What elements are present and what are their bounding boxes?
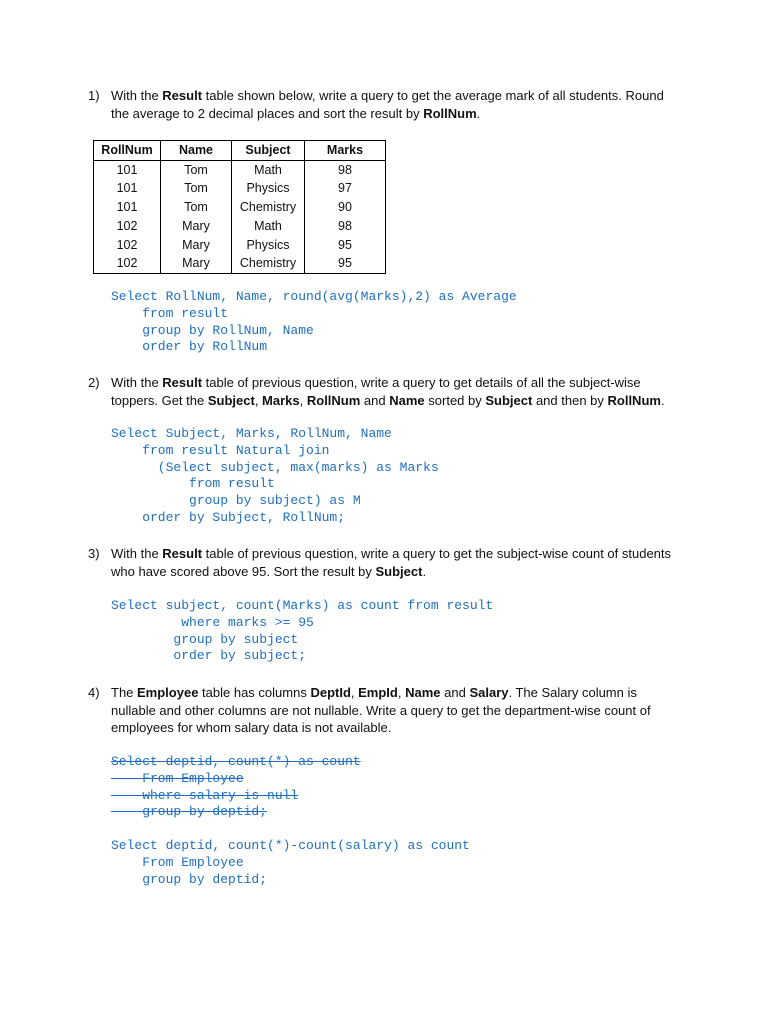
- code-line: [111, 648, 493, 665]
- table-cell: Mary: [161, 217, 232, 236]
- bold-term: RollNum: [423, 105, 477, 121]
- code-line: [111, 838, 470, 855]
- text-run: ,: [397, 685, 406, 700]
- code-text: from result Natural join: [111, 442, 330, 458]
- column-header: Name: [161, 141, 232, 161]
- code-text: Select Subject, Marks, RollNum, Name: [111, 426, 392, 441]
- code-line: [111, 788, 361, 805]
- question-text: [111, 87, 678, 122]
- code-line: [111, 476, 439, 493]
- code-line: [111, 855, 470, 872]
- bold-term: DeptId: [310, 685, 351, 700]
- text-run: With the: [111, 88, 163, 103]
- question-number: 3): [88, 546, 100, 561]
- text-run: and: [360, 392, 390, 408]
- table-cell: Tom: [161, 179, 232, 198]
- table-row: [94, 236, 386, 255]
- text-run: .: [660, 392, 665, 408]
- code-line: [111, 493, 439, 510]
- question-text: [111, 374, 678, 409]
- code-text: order by subject;: [111, 648, 307, 664]
- code-text: from result: [111, 476, 275, 492]
- table-cell: 98: [305, 160, 386, 179]
- table-row: [94, 254, 386, 273]
- code-text: group by subject) as M: [111, 493, 361, 509]
- bold-term: Employee: [137, 685, 199, 700]
- column-header: Marks: [305, 141, 386, 161]
- table-row: [94, 217, 386, 236]
- bold-term: Name: [389, 392, 425, 408]
- question-2: [88, 374, 678, 409]
- text-run: table has columns: [198, 685, 311, 700]
- table-cell: 98: [305, 217, 386, 236]
- code-line: [111, 615, 493, 632]
- code-line: [111, 804, 361, 821]
- code-line: [111, 289, 517, 306]
- table-cell: 102: [94, 236, 161, 255]
- code-text: (Select subject, max(marks) as Marks: [111, 459, 439, 475]
- code-line: [111, 443, 439, 460]
- code-text: order by Subject, RollNum;: [111, 509, 346, 525]
- code-line: [111, 306, 517, 323]
- text-run: table of previous question, write a query to get the subject-wise count of students who have scored above 95. Sort the result by: [111, 546, 672, 579]
- table-cell: 101: [94, 160, 161, 179]
- table-cell: Math: [232, 217, 305, 236]
- text-run: ,: [299, 392, 307, 408]
- question-text: [111, 545, 678, 580]
- table-cell: Physics: [232, 236, 305, 255]
- table-header-row: [94, 141, 386, 161]
- code-text: from result: [111, 305, 229, 321]
- code-text: where salary is null: [111, 787, 299, 803]
- answer-3-code: [111, 598, 493, 665]
- code-line: [111, 339, 517, 356]
- bold-term: Result: [162, 375, 203, 390]
- question-number: 2): [88, 375, 100, 390]
- bold-term: RollNum: [607, 392, 661, 408]
- code-text: Select deptid, count(*) as count: [111, 754, 361, 769]
- table-cell: 101: [94, 198, 161, 217]
- text-run: With the: [111, 375, 163, 390]
- table-body: [94, 160, 386, 273]
- table-cell: Mary: [161, 254, 232, 273]
- code-text: group by deptid;: [111, 871, 268, 887]
- text-run: table of previous question, write a query to get details of all the subject-wise toppers. Get the: [111, 375, 641, 408]
- code-line: [111, 632, 493, 649]
- table-cell: 95: [305, 236, 386, 255]
- table-cell: Tom: [161, 160, 232, 179]
- table-row: [94, 160, 386, 179]
- table-cell: 90: [305, 198, 386, 217]
- bold-term: Subject: [485, 392, 533, 408]
- table-cell: 102: [94, 254, 161, 273]
- table-cell: 101: [94, 179, 161, 198]
- question-number: 1): [88, 88, 100, 103]
- result-table: [93, 140, 386, 274]
- bold-term: Marks: [262, 392, 300, 408]
- question-text: [111, 684, 678, 737]
- table-cell: 95: [305, 254, 386, 273]
- code-line: [111, 771, 361, 788]
- bold-term: Subject: [375, 563, 423, 579]
- code-text: Select subject, count(Marks) as count from result: [111, 598, 494, 613]
- code-line: [111, 323, 517, 340]
- table-cell: Tom: [161, 198, 232, 217]
- code-text: group by deptid;: [111, 804, 268, 820]
- code-line: [111, 872, 470, 889]
- code-text: group by RollNum, Name: [111, 322, 314, 338]
- text-run: .: [422, 563, 427, 579]
- table-cell: Physics: [232, 179, 305, 198]
- column-header: RollNum: [94, 141, 161, 161]
- bold-term: Name: [405, 685, 441, 700]
- bold-term: Subject: [207, 392, 255, 408]
- text-run: .: [476, 105, 481, 121]
- question-number: 4): [88, 685, 100, 700]
- answer-2-code: [111, 426, 439, 527]
- question-3: [88, 545, 678, 580]
- table-row: [94, 179, 386, 198]
- table-cell: Math: [232, 160, 305, 179]
- text-run: and: [440, 685, 470, 700]
- text-run: ,: [350, 685, 359, 700]
- code-line: [111, 510, 439, 527]
- code-text: group by subject: [111, 631, 299, 647]
- code-text: Select deptid, count(*)-count(salary) as count: [111, 838, 470, 853]
- text-run: table shown below, write a query to get the average mark of all students. Round the average to 2 decimal places and sort the result by: [111, 88, 664, 121]
- question-1: [88, 87, 678, 122]
- text-run: With the: [111, 546, 163, 561]
- code-text: Select RollNum, Name, round(avg(Marks),2) as Average: [111, 289, 517, 304]
- bold-term: Result: [162, 88, 203, 103]
- table-cell: Mary: [161, 236, 232, 255]
- text-run: sorted by: [424, 392, 486, 408]
- code-text: where marks >= 95: [111, 614, 314, 630]
- bold-term: RollNum: [306, 392, 361, 408]
- bold-term: EmpId: [358, 685, 398, 700]
- code-line: [111, 460, 439, 477]
- answer-4-code: [111, 838, 470, 888]
- code-text: From Employee: [111, 854, 244, 870]
- column-header: Subject: [232, 141, 305, 161]
- code-text: From Employee: [111, 770, 244, 786]
- code-line: [111, 754, 361, 771]
- code-line: [111, 426, 439, 443]
- text-run: and then by: [532, 392, 608, 408]
- table-cell: Chemistry: [232, 198, 305, 217]
- table-cell: Chemistry: [232, 254, 305, 273]
- text-run: The: [111, 685, 138, 700]
- code-text: order by RollNum: [111, 339, 268, 355]
- table-row: [94, 198, 386, 217]
- answer-1-code: [111, 289, 517, 356]
- table-cell: 97: [305, 179, 386, 198]
- text-run: ,: [254, 392, 263, 408]
- bold-term: Result: [162, 546, 203, 561]
- table-cell: 102: [94, 217, 161, 236]
- code-line: [111, 598, 493, 615]
- bold-term: Salary: [469, 685, 509, 700]
- text-run: . The Salary column is nullable and other columns are not nullable. Write a query to get the department-wise count of employees for whom salary data is not available.: [111, 685, 651, 735]
- question-4: [88, 684, 678, 737]
- struck-answer-code: [111, 754, 361, 821]
